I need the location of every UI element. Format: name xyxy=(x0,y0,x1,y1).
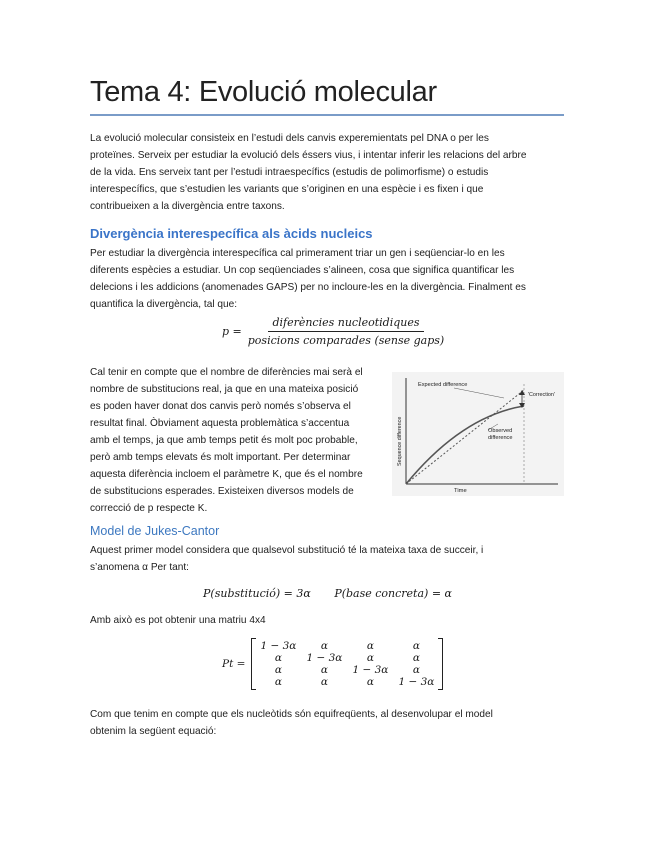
formula-numerator: diferències nucleotidiques xyxy=(268,316,423,332)
jukes-cantor-paragraph xyxy=(90,542,570,576)
text-line: aquesta diferència incloem el paràmetre K, que és el nombre xyxy=(90,469,363,480)
intro-paragraph xyxy=(90,130,570,215)
text-line: de la vida. Ens serveix tant per l’estudi intraespecífics (estudis de polimorfisme) o estudis xyxy=(90,167,489,178)
text-line: s’anomena α Per tant: xyxy=(90,562,189,573)
matrix-table xyxy=(255,640,439,688)
figure-background xyxy=(392,372,564,496)
matrix-cell: α xyxy=(320,676,328,688)
text-line: diferents espècies a estudiar. Un cop seqüenciades s’alineen, cosa que significa quantificar les xyxy=(90,265,515,276)
correction-label: 'Correction' xyxy=(528,392,555,398)
text-line: obtenim la següent equació: xyxy=(90,726,217,737)
matrix-cell: α xyxy=(366,640,374,652)
matrix-cell: α xyxy=(412,640,420,652)
matrix-cell: 1 − 3α xyxy=(306,652,343,664)
matrix-row xyxy=(255,676,439,688)
probability-equations xyxy=(0,587,655,600)
matrix-cell: α xyxy=(274,676,282,688)
observed-label-line2: difference xyxy=(488,435,513,441)
matrix-cell: α xyxy=(412,664,420,676)
page-title: Tema 4: Evolució molecular xyxy=(90,76,437,108)
matrix-cell: α xyxy=(366,652,374,664)
matrix-intro: Amb això es pot obtenir una matriu 4x4 xyxy=(90,615,266,626)
matrix-row xyxy=(255,664,439,676)
section-heading-jukes-cantor: Model de Jukes-Cantor xyxy=(90,524,220,538)
section-heading-divergence: Divergència interespecífica als àcids nucleics xyxy=(90,226,373,241)
matrix-cell: 1 − 3α xyxy=(398,676,435,688)
matrix-brackets xyxy=(251,640,443,688)
text-line: però amb temps elevats és molt important. Per determinar xyxy=(90,452,351,463)
formula-denominator: posicions comparades (sense gaps) xyxy=(247,334,445,347)
text-line: Com que tenim en compte que els nucleòtids són equifreqüents, al desenvolupar el model xyxy=(90,709,493,720)
base-probability: P(base concreta) = α xyxy=(334,587,452,600)
text-line: proteïnes. Serveix per estudiar la evolució dels éssers vius, i intentar inferir les relacions del arbre xyxy=(90,150,527,161)
matrix-cell: α xyxy=(366,676,374,688)
text-line: Aquest primer model considera que qualsevol substitució té la mateixa taxa de succeir, i xyxy=(90,545,484,556)
x-axis-label: Time xyxy=(454,488,467,494)
text-line: resultat final. Òbviament aquesta problemàtica s’accentua xyxy=(90,418,350,429)
divergence-figure xyxy=(392,372,564,496)
divergence-formula xyxy=(222,316,444,347)
title-underline xyxy=(90,114,564,116)
matrix-cell: 1 − 3α xyxy=(352,664,389,676)
expected-difference-label: Expected difference xyxy=(418,382,468,388)
text-line: Cal tenir en compte que el nombre de diferències mai serà el xyxy=(90,367,363,378)
matrix-cell: α xyxy=(320,664,328,676)
text-line: es poden haver donat dos canvis però només s’observa el xyxy=(90,401,351,412)
correction-paragraph xyxy=(90,364,382,517)
matrix-cell: α xyxy=(412,652,420,664)
text-line: de substitucions esperades. Existeixen diversos models de xyxy=(90,486,354,497)
y-axis-label: Sequence difference xyxy=(397,416,403,466)
transition-matrix xyxy=(222,640,443,688)
text-line: correcció de p respecte K. xyxy=(90,503,208,514)
text-line: contribueixen a la divergència entre taxons. xyxy=(90,201,285,212)
matrix-cell: α xyxy=(320,640,328,652)
text-line: La evolució molecular consisteix en l’estudi dels canvis experemientats pel DNA o per les xyxy=(90,133,489,144)
matrix-row xyxy=(255,640,439,652)
observed-label-line1: Observed xyxy=(488,428,513,434)
matrix-cell: 1 − 3α xyxy=(260,640,297,652)
matrix-row xyxy=(255,652,439,664)
formula-lhs: p = xyxy=(222,325,242,338)
matrix-cell: α xyxy=(274,652,282,664)
divergence-paragraph xyxy=(90,245,570,313)
text-line: delecions i les addicions (anomenades GAPS) per no incloure-les en la divergència. Finalment es xyxy=(90,282,526,293)
text-line: Per estudiar la divergència interespecífica cal primerament triar un gen i seqüenciar-lo en les xyxy=(90,248,505,259)
text-line: nombre de substitucions real, ja que en una mateixa posició xyxy=(90,384,359,395)
text-line: quantifica la divergència, tal que: xyxy=(90,299,238,310)
text-line: amb el temps, ja que amb temps petit és molt poc probable, xyxy=(90,435,358,446)
matrix-cell: α xyxy=(274,664,282,676)
matrix-lhs: Pt = xyxy=(222,658,246,670)
closing-paragraph xyxy=(90,706,570,740)
substitution-probability: P(substitució) = 3α xyxy=(203,587,311,600)
text-line: interespecífics, que s’estudien les variants que s’originen en una espècie i es fixen i que xyxy=(90,184,484,195)
